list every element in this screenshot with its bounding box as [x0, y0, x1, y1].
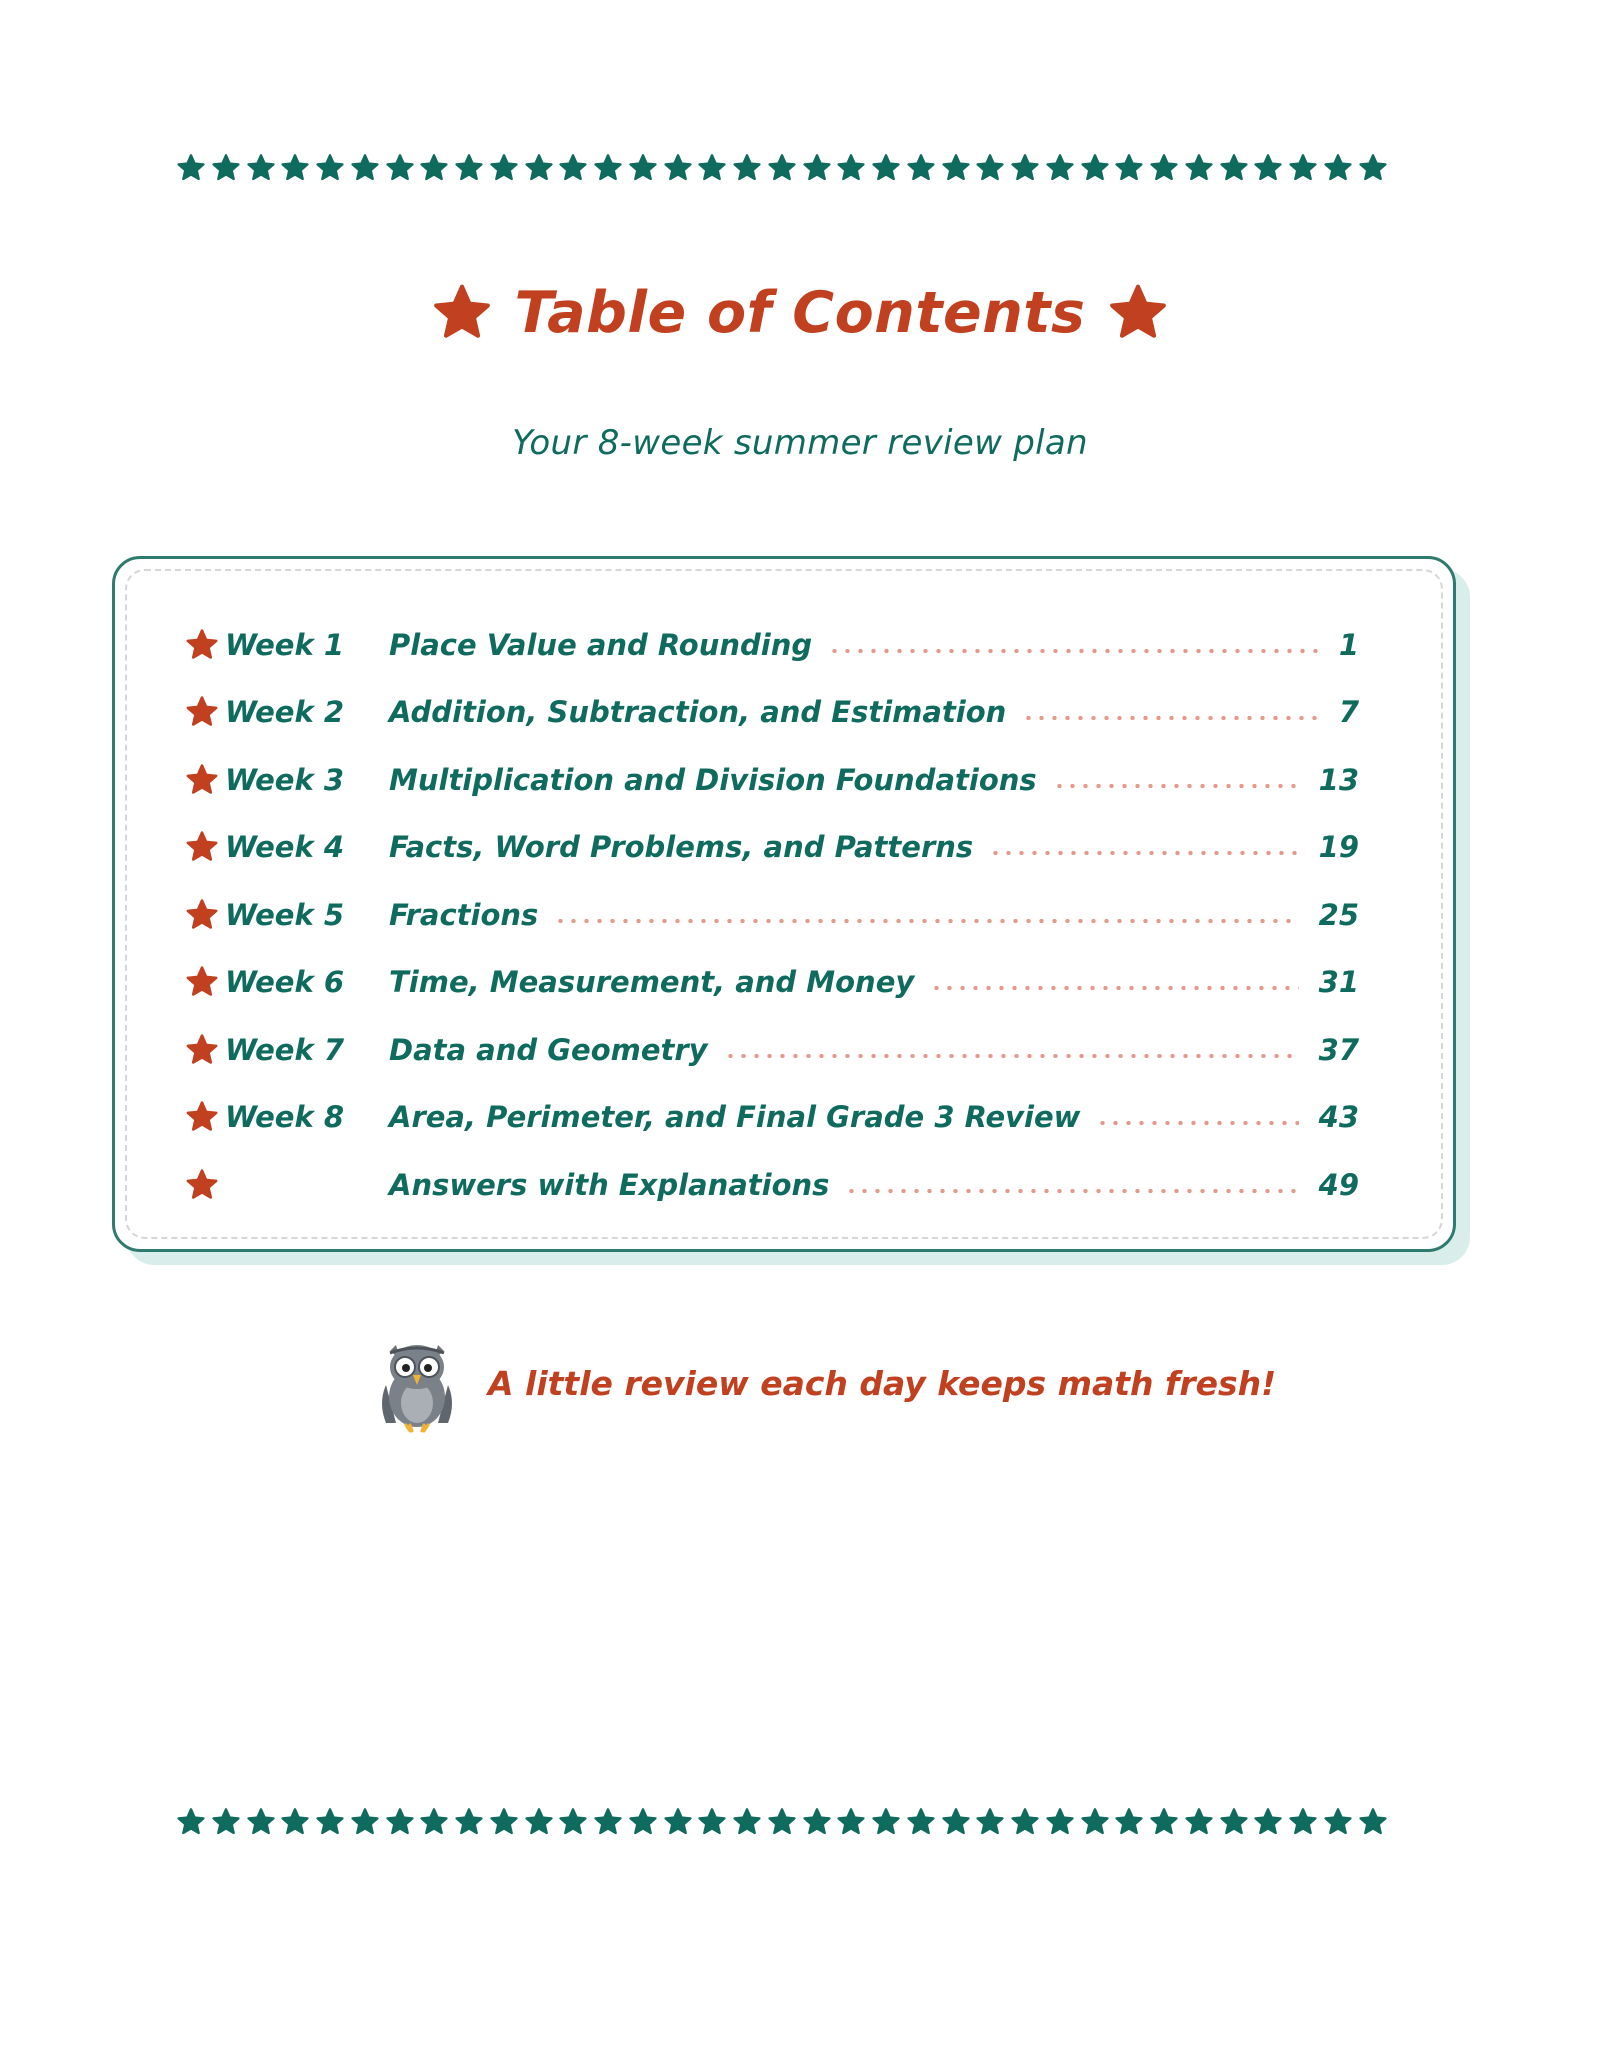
toc-page-number: 43	[1318, 1100, 1359, 1135]
star-icon	[211, 1807, 241, 1837]
star-icon	[941, 1807, 971, 1837]
toc-week-label: Week 3	[225, 762, 345, 797]
toc-topic: Place Value and Rounding	[389, 627, 813, 662]
star-icon	[185, 695, 219, 729]
star-icon	[1149, 153, 1179, 183]
star-icon	[176, 153, 206, 183]
star-icon	[871, 153, 901, 183]
star-icon	[1045, 1807, 1075, 1837]
star-icon	[489, 1807, 519, 1837]
star-icon	[419, 1807, 449, 1837]
star-icon	[246, 1807, 276, 1837]
owl-icon	[376, 1333, 458, 1433]
toc-page-number: 1	[1338, 627, 1359, 662]
star-icon	[1184, 1807, 1214, 1837]
dot-leader	[1053, 784, 1299, 788]
star-icon	[1114, 153, 1144, 183]
star-icon	[975, 153, 1005, 183]
toc-entry	[185, 949, 1359, 1017]
star-icon	[663, 1807, 693, 1837]
toc-week-label: Week 7	[225, 1032, 345, 1067]
star-icon	[454, 153, 484, 183]
star-icon	[524, 1807, 554, 1837]
toc-entry	[185, 1151, 1359, 1219]
star-icon	[732, 1807, 762, 1837]
star-icon	[802, 153, 832, 183]
star-icon	[1010, 153, 1040, 183]
toc-week-label: Week 8	[225, 1100, 345, 1135]
star-icon	[350, 1807, 380, 1837]
star-icon	[732, 153, 762, 183]
toc-week-label: Week 2	[225, 695, 345, 730]
toc-list	[185, 611, 1359, 1219]
toc-topic: Multiplication and Division Foundations	[389, 762, 1037, 797]
footer-motto	[376, 1333, 1276, 1433]
star-icon	[185, 1033, 219, 1067]
bottom-star-border	[176, 1804, 1388, 1840]
star-icon	[1107, 282, 1169, 344]
star-icon	[941, 153, 971, 183]
toc-page-number: 19	[1318, 830, 1359, 865]
star-icon	[1288, 1807, 1318, 1837]
toc-page-number: 37	[1318, 1032, 1359, 1067]
star-icon	[246, 153, 276, 183]
star-icon	[593, 1807, 623, 1837]
star-icon	[1149, 1807, 1179, 1837]
star-icon	[975, 1807, 1005, 1837]
star-icon	[176, 1807, 206, 1837]
star-icon	[1045, 153, 1075, 183]
star-icon	[185, 628, 219, 662]
page-title	[0, 268, 1600, 358]
toc-topic: Answers with Explanations	[389, 1167, 830, 1202]
star-icon	[593, 153, 623, 183]
star-icon	[385, 153, 415, 183]
star-icon	[1253, 153, 1283, 183]
star-icon	[1288, 153, 1318, 183]
toc-entry	[185, 814, 1359, 882]
star-icon	[558, 153, 588, 183]
star-icon	[524, 153, 554, 183]
star-icon	[767, 1807, 797, 1837]
star-icon	[185, 830, 219, 864]
toc-panel	[112, 556, 1456, 1252]
star-icon	[1219, 1807, 1249, 1837]
star-icon	[431, 282, 493, 344]
toc-entry	[185, 679, 1359, 747]
toc-week-label: Week 4	[225, 830, 345, 865]
dot-leader	[989, 851, 1299, 855]
star-icon	[185, 763, 219, 797]
toc-topic: Fractions	[389, 897, 539, 932]
motto-text: A little review each day keeps math fresh!	[488, 1363, 1277, 1403]
toc-entry	[185, 611, 1359, 679]
star-icon	[802, 1807, 832, 1837]
star-icon	[350, 153, 380, 183]
star-icon	[1323, 153, 1353, 183]
toc-topic: Time, Measurement, and Money	[389, 965, 915, 1000]
star-icon	[185, 898, 219, 932]
star-icon	[906, 153, 936, 183]
star-icon	[185, 965, 219, 999]
dot-leader	[845, 1189, 1299, 1193]
star-icon	[836, 1807, 866, 1837]
dot-leader	[828, 649, 1325, 653]
toc-week-label: Week 6	[225, 965, 345, 1000]
toc-page-number: 13	[1318, 762, 1359, 797]
toc-week-label: Week 5	[225, 897, 345, 932]
dot-leader	[930, 986, 1299, 990]
star-icon	[1080, 1807, 1110, 1837]
title-text: Table of Contents	[514, 280, 1086, 346]
star-icon	[628, 1807, 658, 1837]
star-icon	[663, 153, 693, 183]
star-icon	[836, 153, 866, 183]
star-icon	[1323, 1807, 1353, 1837]
star-icon	[385, 1807, 415, 1837]
toc-entry	[185, 881, 1359, 949]
toc-page-number: 31	[1318, 965, 1359, 1000]
toc-topic: Facts, Word Problems, and Patterns	[389, 830, 974, 865]
toc-week-label: Week 1	[225, 627, 345, 662]
toc-topic: Addition, Subtraction, and Estimation	[389, 695, 1007, 730]
toc-topic: Data and Geometry	[389, 1032, 708, 1067]
star-icon	[315, 153, 345, 183]
dot-leader	[1096, 1121, 1299, 1125]
star-icon	[697, 1807, 727, 1837]
star-icon	[315, 1807, 345, 1837]
toc-page-number: 25	[1318, 897, 1359, 932]
star-icon	[1080, 153, 1110, 183]
star-icon	[185, 1168, 219, 1202]
toc-page-number: 7	[1338, 695, 1359, 730]
top-star-border	[176, 150, 1388, 186]
star-icon	[906, 1807, 936, 1837]
star-icon	[1114, 1807, 1144, 1837]
star-icon	[280, 1807, 310, 1837]
star-icon	[1253, 1807, 1283, 1837]
star-icon	[1219, 153, 1249, 183]
dot-leader	[1022, 716, 1325, 720]
toc-entry	[185, 746, 1359, 814]
page-subtitle: Your 8-week summer review plan	[512, 423, 1088, 463]
star-icon	[1010, 1807, 1040, 1837]
star-icon	[419, 153, 449, 183]
star-icon	[628, 153, 658, 183]
toc-topic: Area, Perimeter, and Final Grade 3 Review	[389, 1100, 1081, 1135]
toc-entry	[185, 1016, 1359, 1084]
star-icon	[1358, 153, 1388, 183]
star-icon	[185, 1100, 219, 1134]
star-icon	[1184, 153, 1214, 183]
star-icon	[489, 153, 519, 183]
star-icon	[211, 153, 241, 183]
dot-leader	[554, 919, 1299, 923]
star-icon	[697, 153, 727, 183]
star-icon	[280, 153, 310, 183]
star-icon	[871, 1807, 901, 1837]
star-icon	[558, 1807, 588, 1837]
star-icon	[1358, 1807, 1388, 1837]
toc-page-number: 49	[1318, 1167, 1359, 1202]
star-icon	[454, 1807, 484, 1837]
star-icon	[767, 153, 797, 183]
toc-entry	[185, 1084, 1359, 1152]
dot-leader	[724, 1054, 1299, 1058]
